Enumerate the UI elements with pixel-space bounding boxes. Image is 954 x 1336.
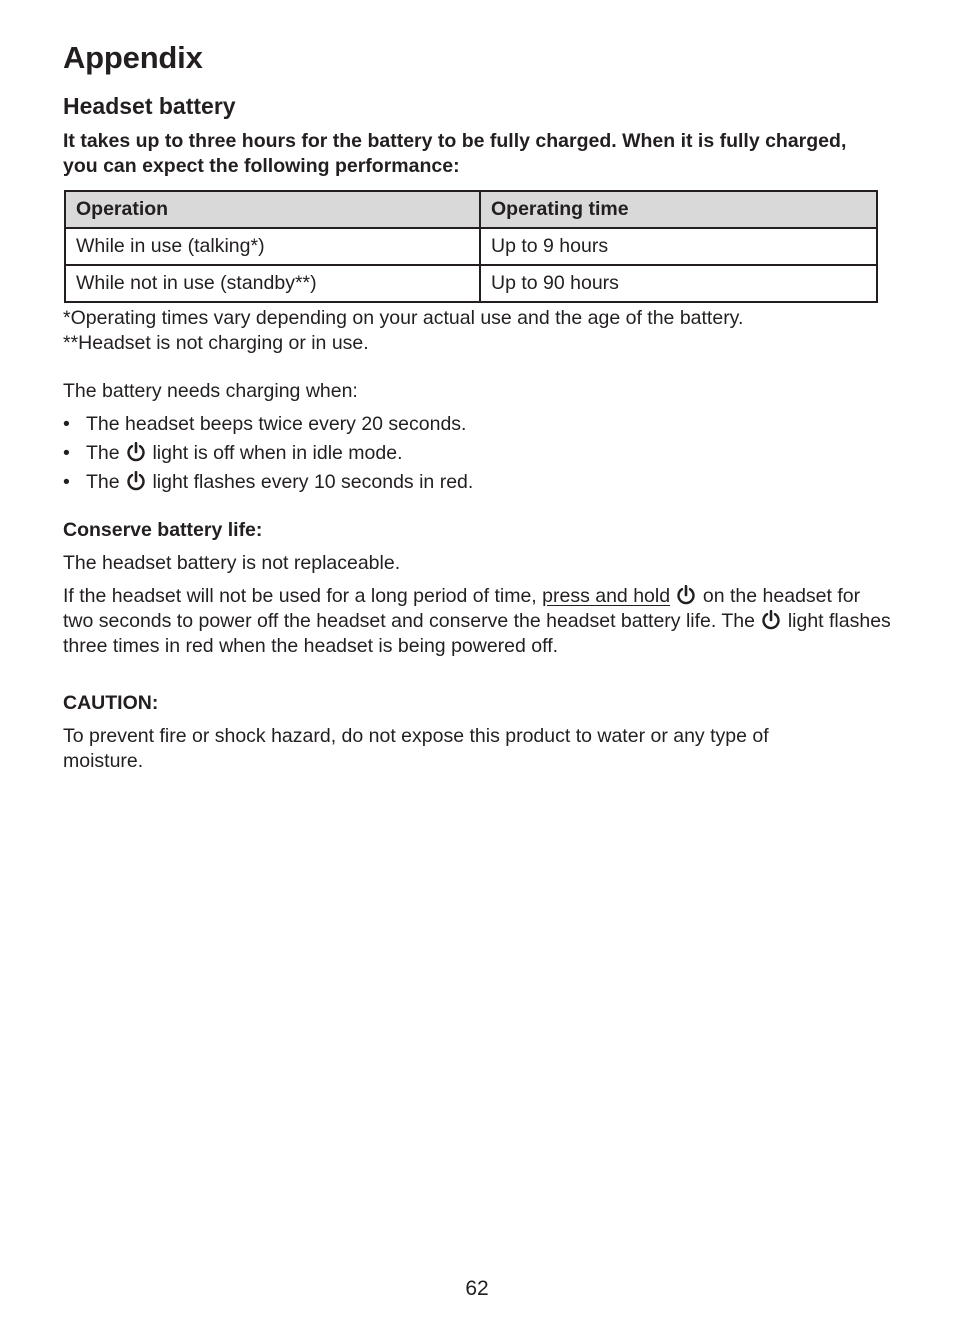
table-row xyxy=(65,228,877,265)
conserve-paragraph xyxy=(63,584,893,659)
list-item-text: light flashes every 10 seconds in red. xyxy=(152,471,474,493)
intro-text: It takes up to three hours for the battery to be fully charged. When it is fully charged, you can expect the following performance: xyxy=(63,130,847,177)
caution-heading: CAUTION: xyxy=(63,692,159,714)
paragraph-text: light flashes three times in red when the headset is being powered off. xyxy=(63,610,891,657)
page-number: 62 xyxy=(465,1277,489,1300)
list-item-text: The headset beeps twice every 20 seconds. xyxy=(86,413,467,435)
table-cell: While not in use (standby**) xyxy=(65,265,480,302)
list-item xyxy=(63,441,403,466)
battery-table xyxy=(64,190,878,303)
table-cell: Up to 9 hours xyxy=(480,228,877,265)
bullet-dot: • xyxy=(63,413,70,435)
press-and-hold-text: press and hold xyxy=(542,585,671,607)
column-header: Operation xyxy=(65,191,480,228)
page-title: Appendix xyxy=(63,40,203,75)
section-title: Headset battery xyxy=(63,93,236,119)
bullet-dot: • xyxy=(63,471,70,493)
column-header: Operating time xyxy=(480,191,877,228)
power-icon xyxy=(676,585,696,605)
list-item-text: The xyxy=(86,442,120,464)
footnote: **Headset is not charging or in use. xyxy=(63,332,369,354)
charging-intro: The battery needs charging when: xyxy=(63,380,358,402)
paragraph-text: on the headset for two seconds to power off the headset and conserve the headset battery life. The xyxy=(63,585,861,632)
list-item xyxy=(63,412,466,437)
table-header-row xyxy=(65,191,877,228)
power-icon xyxy=(126,471,146,491)
table-cell: Up to 90 hours xyxy=(480,265,877,302)
table-row xyxy=(65,265,877,302)
conserve-heading: Conserve battery life: xyxy=(63,519,263,541)
paragraph-text: If the headset will not be used for a long period of time, xyxy=(63,585,537,607)
table-cell: While in use (talking*) xyxy=(65,228,480,265)
power-icon xyxy=(761,610,781,630)
power-icon xyxy=(126,442,146,462)
conserve-paragraph: The headset battery is not replaceable. xyxy=(63,552,401,574)
bullet-dot: • xyxy=(63,442,70,464)
caution-text: To prevent fire or shock hazard, do not expose this product to water or any type of moisture. xyxy=(63,725,769,772)
footnote: *Operating times vary depending on your actual use and the age of the battery. xyxy=(63,307,744,329)
list-item xyxy=(63,470,473,495)
list-item-text: light is off when in idle mode. xyxy=(152,442,403,464)
list-item-text: The xyxy=(86,471,120,493)
